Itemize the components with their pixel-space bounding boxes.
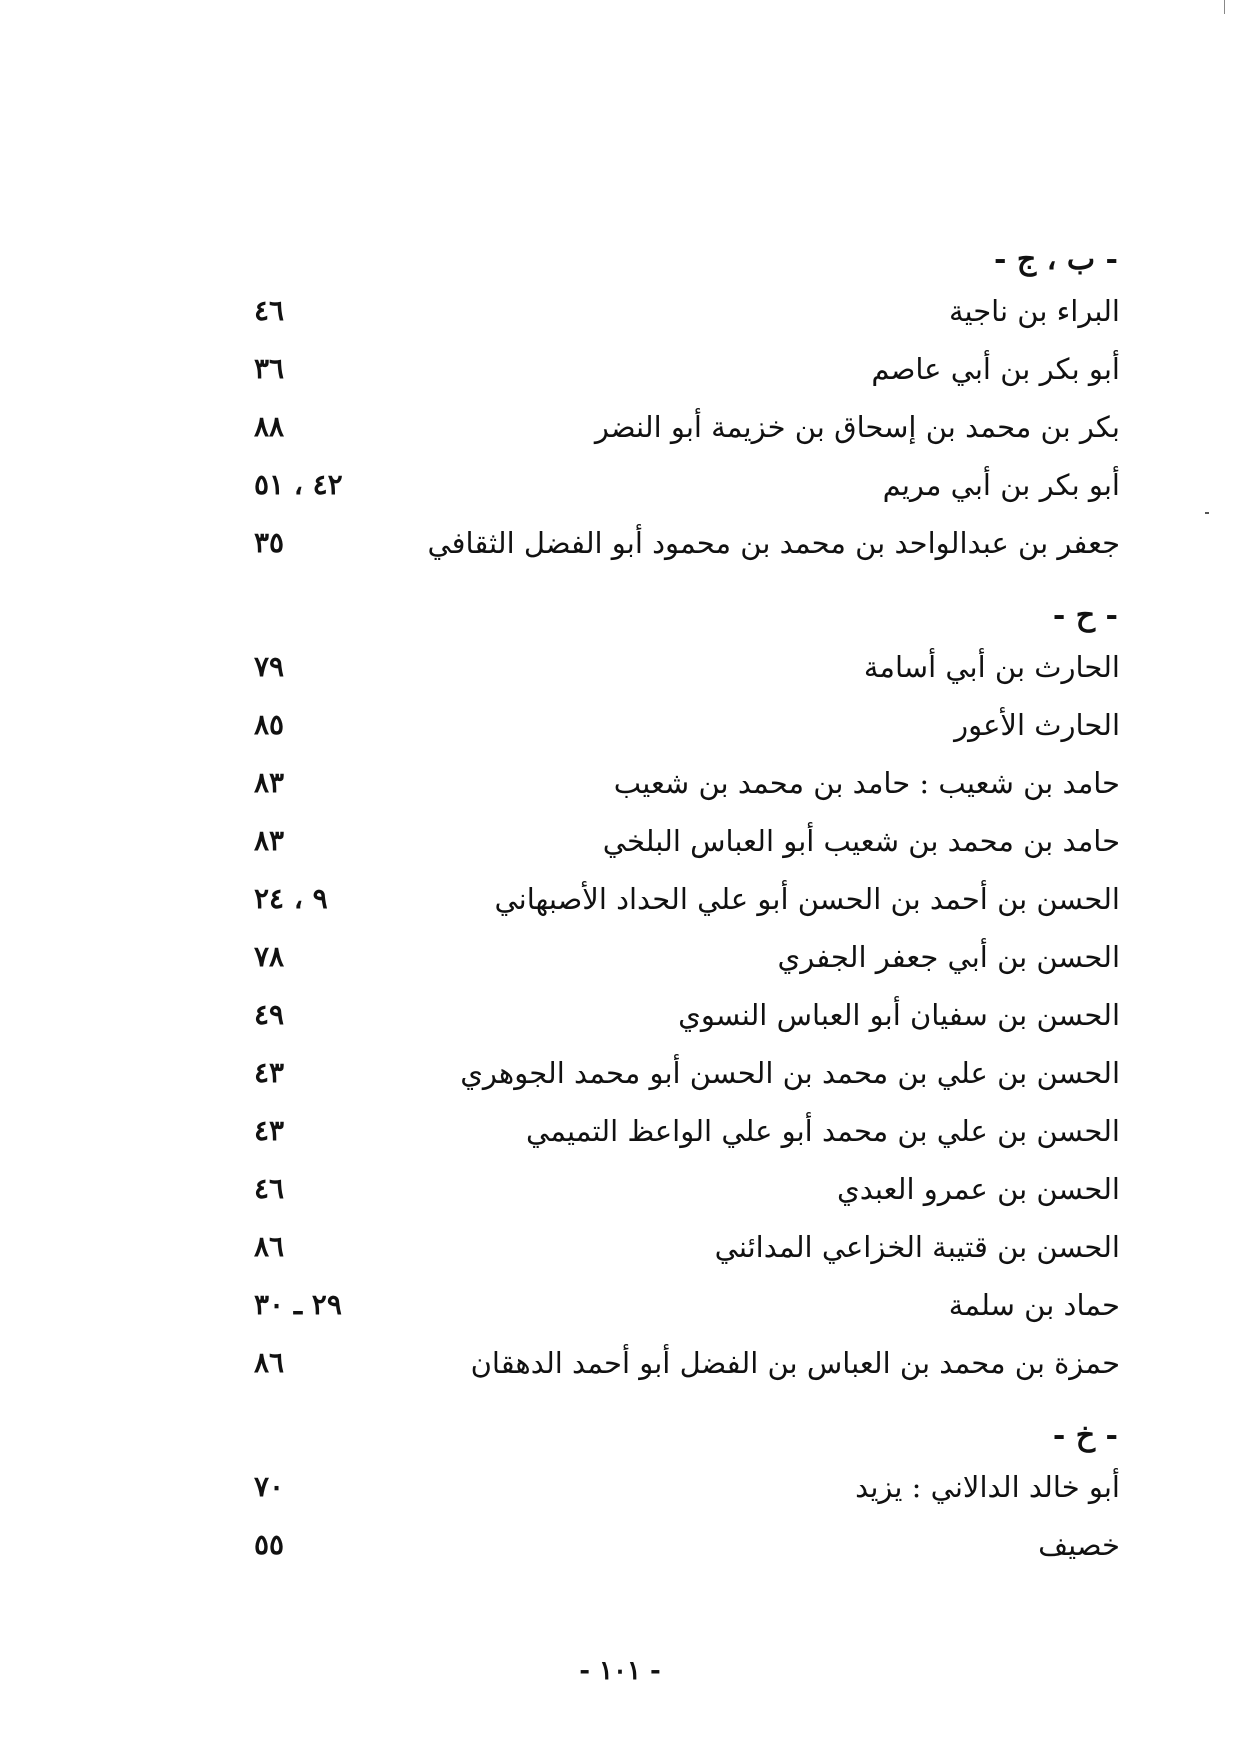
entry-pages: ٤٦: [254, 294, 285, 327]
entry-pages: ٨٣: [254, 766, 285, 799]
index-section-kha: [240, 1414, 1120, 1574]
entry-pages: ٧٠: [254, 1470, 285, 1503]
index-entry: [240, 514, 1120, 572]
entry-pages: ٣٦: [254, 352, 285, 385]
entry-name: حمزة بن محمد بن العباس بن الفضل أبو أحمد الدهقان: [470, 1346, 1120, 1380]
section-heading: - ح -: [1052, 598, 1118, 633]
entry-name: الحسن بن قتيبة الخزاعي المدائني: [714, 1230, 1120, 1264]
entry-name: أبو بكر بن أبي مريم: [882, 468, 1120, 502]
index-entry: [240, 928, 1120, 986]
section-heading: - ب ، ج -: [994, 242, 1118, 277]
entry-pages: ٧٩: [254, 650, 285, 683]
entry-pages: ٩ ، ٢٤: [254, 882, 328, 915]
entry-name: البراء بن ناجية: [948, 294, 1120, 328]
entry-name: الحسن بن أبي جعفر الجفري: [777, 940, 1120, 974]
entry-name: الحسن بن علي بن محمد أبو علي الواعظ التميمي: [526, 1114, 1120, 1148]
entry-pages: ٥٥: [254, 1528, 285, 1561]
index-entry: [240, 456, 1120, 514]
entry-name: الحارث الأعور: [954, 708, 1120, 742]
entry-name: حماد بن سلمة: [948, 1288, 1120, 1322]
index-entry: [240, 754, 1120, 812]
entry-name: حامد بن محمد بن شعيب أبو العباس البلخي: [602, 824, 1120, 858]
entry-pages: ٤٦: [254, 1172, 285, 1205]
index-section-ba-jim: [240, 238, 1120, 572]
entry-pages: ٤٣: [254, 1114, 285, 1147]
entry-pages: ٨٥: [254, 708, 285, 741]
section-spacer: [240, 1392, 1120, 1414]
index-entry: [240, 1102, 1120, 1160]
page-number: - ١٠١ -: [579, 1656, 661, 1686]
entry-name: الحسن بن عمرو العبدي: [837, 1172, 1120, 1206]
entry-name: جعفر بن عبدالواحد بن محمد بن محمود أبو الفضل الثقافي: [427, 526, 1120, 560]
entry-pages: ٨٦: [254, 1230, 285, 1263]
entry-name: الحسن بن أحمد بن الحسن أبو علي الحداد الأصبهاني: [494, 882, 1120, 916]
entry-pages: ٨٦: [254, 1346, 285, 1379]
index-entry: [240, 696, 1120, 754]
index-entry: [240, 1516, 1120, 1574]
margin-dot: [1205, 512, 1209, 514]
entry-name: أبو خالد الدالاني : يزيد: [855, 1470, 1120, 1504]
entry-name: الحسن بن سفيان أبو العباس النسوي: [678, 998, 1120, 1032]
entry-pages: ٤٣: [254, 1056, 285, 1089]
index-section-ha: [240, 594, 1120, 1392]
index-entry: [240, 1458, 1120, 1516]
scan-edge-mark: [1224, 0, 1225, 14]
entry-name: الحارث بن أبي أسامة: [863, 650, 1120, 684]
index-entry: [240, 812, 1120, 870]
entry-pages: ٨٨: [254, 410, 285, 443]
name-index: [240, 238, 1120, 1574]
entry-pages: ٣٥: [254, 526, 285, 559]
index-entry: [240, 1218, 1120, 1276]
index-entry: [240, 340, 1120, 398]
section-spacer: [240, 572, 1120, 594]
index-entry: [240, 398, 1120, 456]
entry-name: خصيف: [1038, 1528, 1120, 1562]
entry-name: أبو بكر بن أبي عاصم: [871, 352, 1120, 386]
entry-name: بكر بن محمد بن إسحاق بن خزيمة أبو النضر: [594, 410, 1120, 444]
entry-pages: ٨٣: [254, 824, 285, 857]
index-entry: [240, 1276, 1120, 1334]
entry-name: الحسن بن علي بن محمد بن الحسن أبو محمد الجوهري: [460, 1056, 1120, 1090]
index-entry: [240, 1334, 1120, 1392]
index-entry: [240, 282, 1120, 340]
entry-name: حامد بن شعيب : حامد بن محمد بن شعيب: [613, 766, 1120, 800]
index-entry: [240, 638, 1120, 696]
entry-pages: ٤٩: [254, 998, 285, 1031]
entry-pages: ٧٨: [254, 940, 285, 973]
index-entry: [240, 1044, 1120, 1102]
entry-pages: ٢٩ ـ ٣٠: [254, 1288, 342, 1321]
index-entry: [240, 870, 1120, 928]
index-entry: [240, 986, 1120, 1044]
entry-pages: ٤٢ ، ٥١: [254, 468, 343, 501]
section-heading: - خ -: [1052, 1418, 1118, 1453]
index-entry: [240, 1160, 1120, 1218]
